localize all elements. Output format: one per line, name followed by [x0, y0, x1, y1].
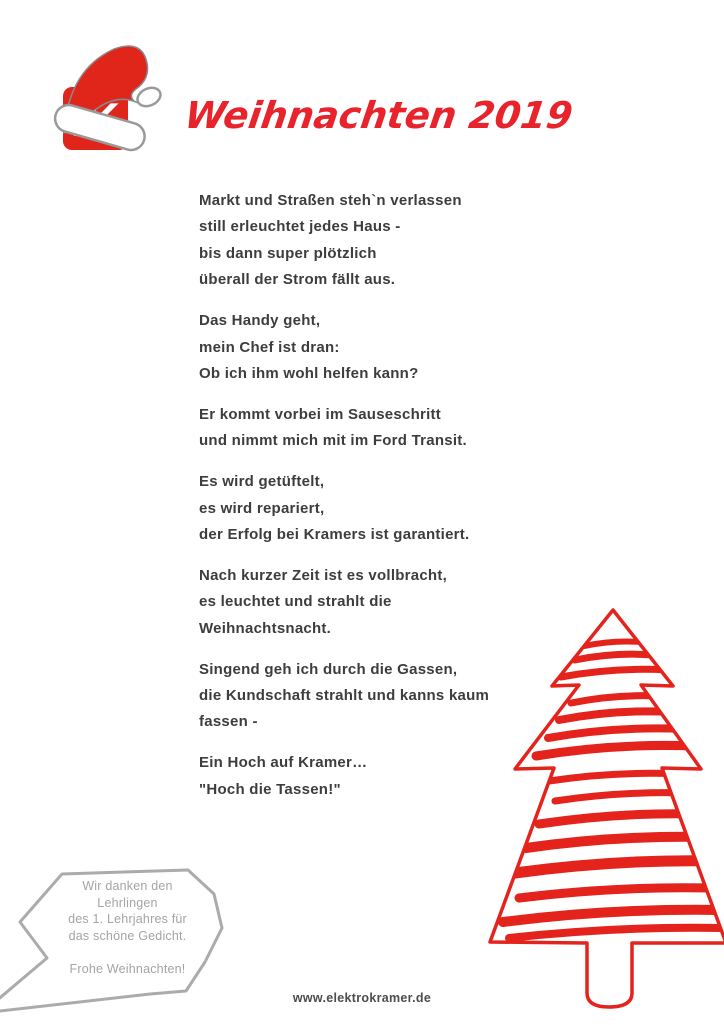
- poem-stanza: [199, 402, 559, 455]
- company-logo: [50, 38, 185, 163]
- poem-line: die Kundschaft strahlt und kanns kaum: [199, 687, 490, 704]
- poem-line: "Hoch die Tassen!": [199, 780, 341, 798]
- santa-hat-icon: [50, 38, 185, 163]
- poem-line: mein Chef ist dran:: [199, 338, 340, 356]
- poem-stanza: [199, 308, 559, 387]
- poem-stanza: [199, 188, 559, 294]
- poem-line: es wird repariert,: [199, 499, 325, 517]
- poem-line: still erleuchtet jedes Haus -: [199, 218, 401, 236]
- poem-stanza: [199, 469, 559, 548]
- speech-bubble-line: Frohe Weihnachten!: [69, 961, 186, 976]
- speech-bubble-line: [55, 944, 200, 961]
- speech-bubble-line: Wir danken den: [82, 879, 173, 893]
- poem-line: Singend geh ich durch die Gassen,: [199, 660, 458, 678]
- poem-line: Es wird getüftelt,: [199, 473, 325, 491]
- poem-line: und nimmt mich mit im Ford Transit.: [199, 432, 467, 450]
- poem-line: Das Handy geht,: [199, 312, 321, 330]
- speech-bubble-text: [55, 878, 200, 977]
- poem-line: überall der Strom fällt aus.: [199, 271, 396, 289]
- poem-line: Nach kurzer Zeit ist es vollbracht,: [199, 566, 447, 584]
- poem-line: Ein Hoch auf Kramer…: [199, 754, 368, 772]
- christmas-tree-illustration: [480, 595, 724, 1025]
- poem-line: der Erfolg bei Kramers ist garantiert.: [199, 525, 470, 543]
- speech-bubble-line: Lehrlingen: [97, 895, 158, 910]
- speech-bubble-line: des 1. Lehrjahres für: [68, 912, 187, 926]
- poem-line: bis dann super plötzlich: [199, 244, 377, 262]
- poem-line: Weihnachtsnacht.: [199, 619, 332, 637]
- poem-line: fassen -: [199, 713, 258, 731]
- page-title: Weihnachten 2019: [182, 94, 576, 137]
- website-url: www.elektrokramer.de: [292, 991, 432, 1005]
- speech-bubble-line: das schöne Gedicht.: [68, 928, 187, 943]
- poem-line: Ob ich ihm wohl helfen kann?: [199, 364, 419, 382]
- poem-line: Er kommt vorbei im Sauseschritt: [199, 405, 441, 423]
- poem-line: es leuchtet und strahlt die: [199, 593, 392, 611]
- poem-line: Markt und Straßen steh`n verlassen: [199, 192, 462, 209]
